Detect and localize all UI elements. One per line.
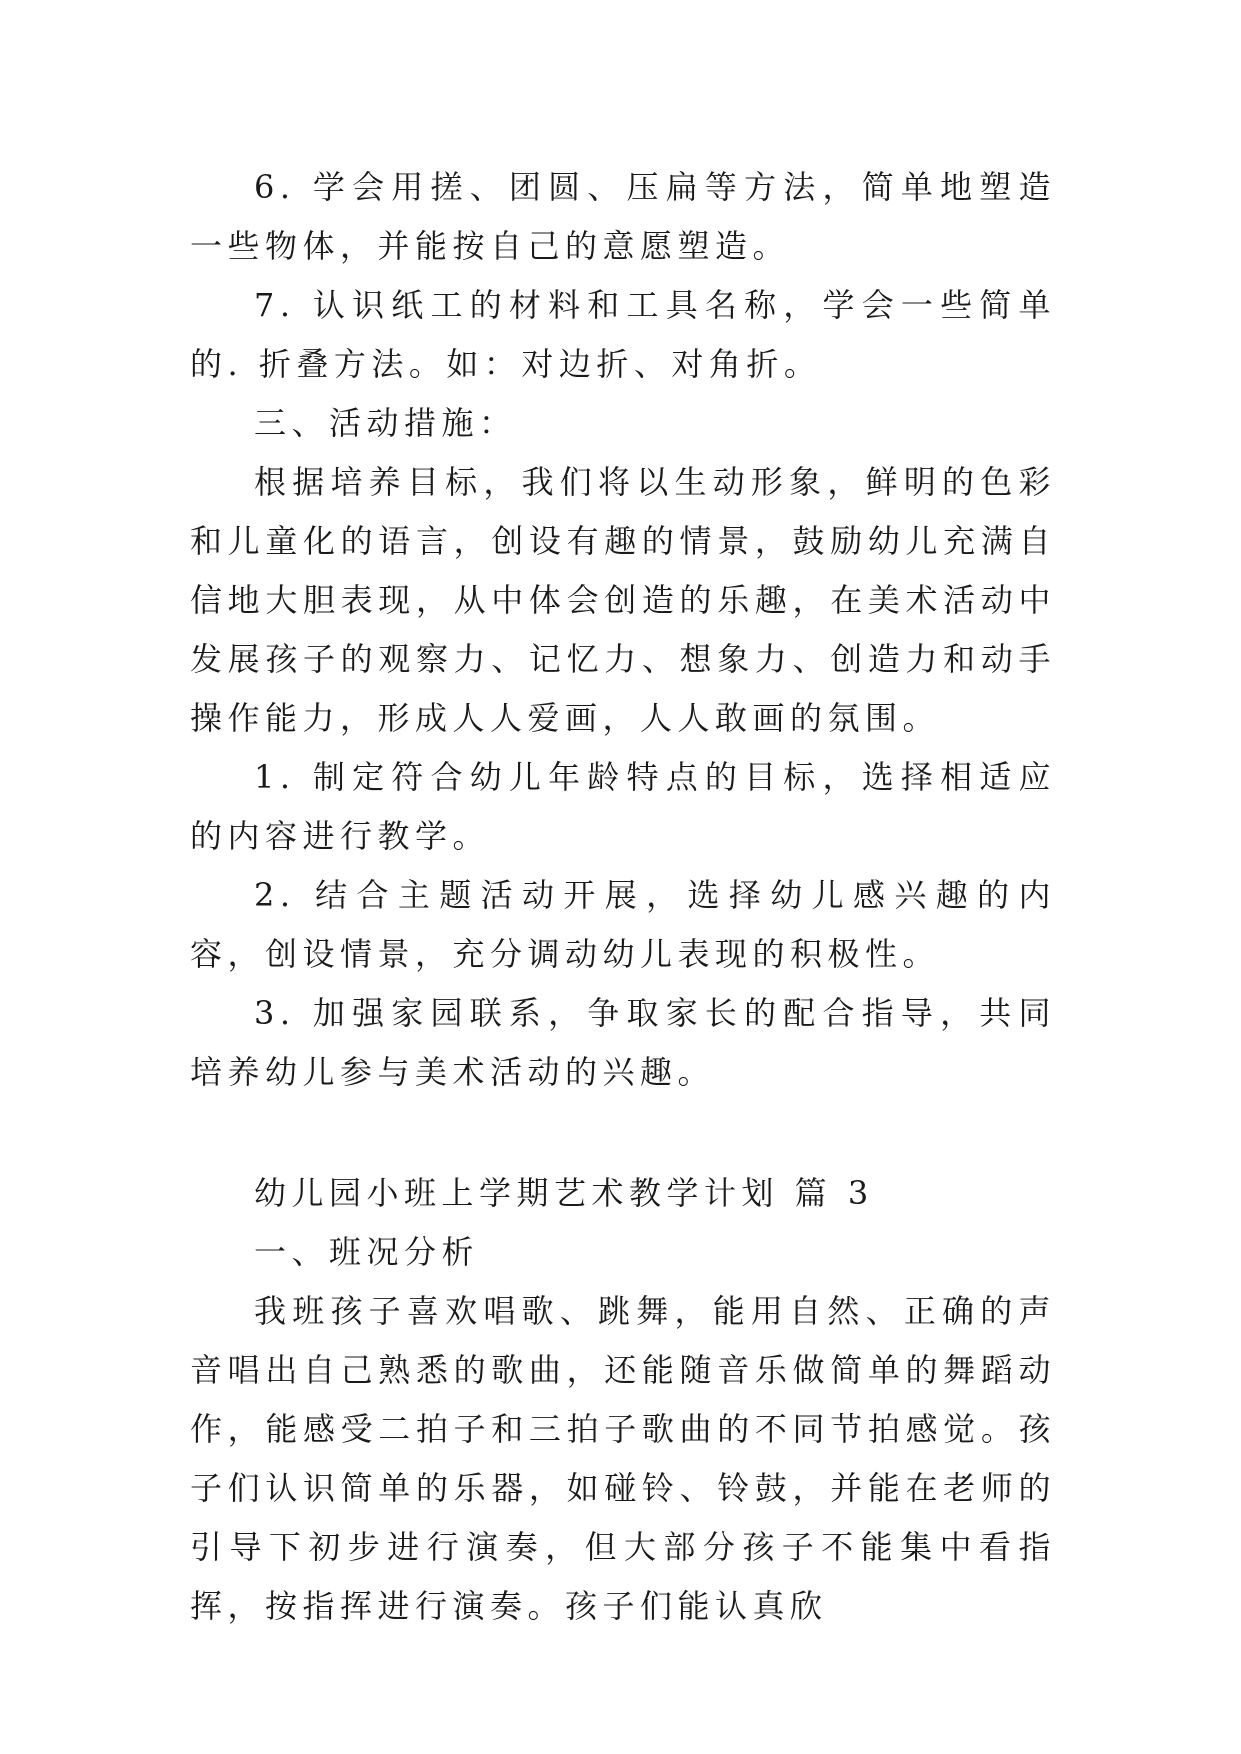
paragraph-measure-3: 3. 加强家园联系，争取家长的配合指导，共同培养幼儿参与美术活动的兴趣。 <box>190 994 1056 1091</box>
paragraph-item-7: 7. 认识纸工的材料和工具名称，学会一些简单的. 折叠方法。如：对边折、对角折。 <box>190 286 1056 383</box>
paragraph-measure-1: 1. 制定符合幼儿年龄特点的目标，选择相适应的内容进行教学。 <box>190 758 1056 855</box>
paragraph-measure-2: 2. 结合主题活动开展，选择幼儿感兴趣的内容，创设情景，充分调动幼儿表现的积极性。 <box>190 876 1056 973</box>
section-title: 幼儿园小班上学期艺术教学计划 篇 3 <box>254 1174 874 1212</box>
paragraph-item-6: 6. 学会用搓、团圆、压扁等方法，简单地塑造一些物体，并能按自己的意愿塑造。 <box>190 168 1056 265</box>
section-heading-measures: 三、活动措施： <box>254 404 517 442</box>
paragraph-measures-body: 根据培养目标，我们将以生动形象，鲜明的色彩和儿童化的语言，创设有趣的情景，鼓励幼儿充满自信地大胆表现，从中体会创造的乐趣，在美术活动中发展孩子的观察力、记忆力、想象力、创造力和动手操作能力，形成人人爱画，人人敢画的氛围。 <box>190 463 1056 737</box>
paragraph-class-analysis-body: 我班孩子喜欢唱歌、跳舞，能用自然、正确的声音唱出自己熟悉的歌曲，还能随音乐做简单的舞蹈动作，能感受二拍子和三拍子歌曲的不同节拍感觉。孩子们认识简单的乐器，如碰铃、铃鼓，并能在老师的引导下初步进行演奏，但大部分孩子不能集中看指挥，按指挥进行演奏。孩子们能认真欣 <box>190 1292 1056 1625</box>
section-gap <box>190 1102 1056 1164</box>
document-page <box>190 158 1056 1636</box>
section-heading-class-analysis: 一、班况分析 <box>254 1233 480 1271</box>
